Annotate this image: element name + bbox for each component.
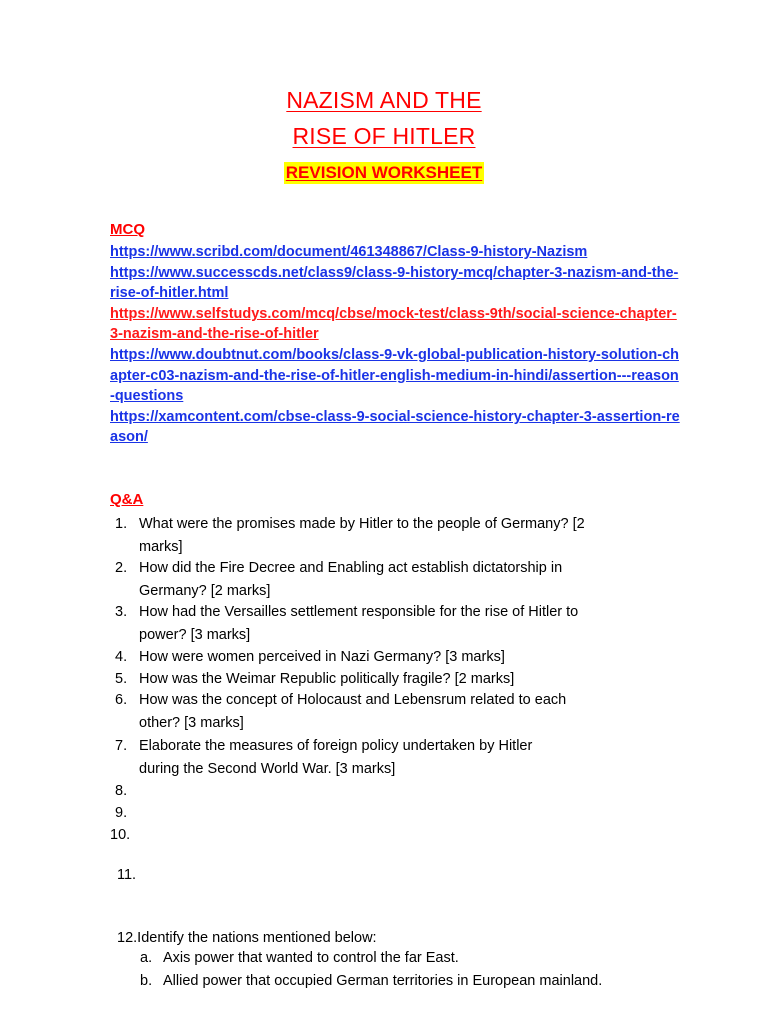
link-successcds[interactable]: https://www.successcds.net/class9/class-9-history-mcq/chapter-3-nazism-and-the-rise-of-hitler.html bbox=[110, 264, 679, 302]
subtitle-wrap bbox=[0, 162, 768, 184]
sub-question-letter: a. bbox=[140, 950, 153, 966]
question-text: How were women perceived in Nazi Germany? [3 marks] bbox=[139, 649, 505, 665]
subtitle-revision-worksheet: REVISION WORKSHEET bbox=[285, 163, 483, 182]
qa-heading: Q&A bbox=[110, 491, 144, 508]
question-text: Identify the nations mentioned below: bbox=[137, 930, 377, 946]
question-number: 6. bbox=[115, 692, 128, 708]
question-line: marks] bbox=[139, 538, 183, 555]
question-number: 5. bbox=[115, 671, 128, 687]
question-text bbox=[139, 601, 659, 646]
sub-question-text: Allied power that occupied German territories in European mainland. bbox=[163, 973, 603, 989]
question-number: 11. bbox=[117, 867, 137, 883]
sub-question-text: Axis power that wanted to control the far East. bbox=[163, 950, 459, 966]
sub-question-letter: b. bbox=[140, 973, 153, 989]
link-selfstudys[interactable]: https://www.selfstudys.com/mcq/cbse/mock-test/class-9th/social-science-chapter-3-nazism-and-the-rise-of-hitler bbox=[110, 305, 677, 343]
question-number: 4. bbox=[115, 649, 128, 665]
question-line: Germany? [2 marks] bbox=[139, 582, 271, 599]
question-line: How had the Versailles settlement responsible for the rise of Hitler to bbox=[139, 604, 579, 620]
question-line: How did the Fire Decree and Enabling act establish dictatorship in bbox=[139, 560, 563, 576]
question-number: 9. bbox=[115, 805, 128, 821]
question-text bbox=[139, 735, 659, 780]
link-doubtnut[interactable]: https://www.doubtnut.com/books/class-9-vk-global-publication-history-solution-chapter-c03-nazism-and-the-rise-of-hitler-english-medium-in-hindi/assertion---reason-questions bbox=[110, 346, 679, 405]
question-number: 1. bbox=[115, 516, 128, 532]
question-number: 12. bbox=[117, 930, 138, 946]
question-line: during the Second World War. [3 marks] bbox=[139, 760, 396, 777]
mcq-link-list bbox=[110, 242, 680, 448]
question-line: other? [3 marks] bbox=[139, 714, 244, 731]
question-line: What were the promises made by Hitler to the people of Germany? [2 bbox=[139, 516, 585, 532]
link-xamcontent[interactable]: https://xamcontent.com/cbse-class-9-social-science-history-chapter-3-assertion-reason/ bbox=[110, 408, 680, 446]
question-number: 3. bbox=[115, 604, 128, 620]
title-line-2: RISE OF HITLER bbox=[292, 123, 476, 149]
question-number: 10. bbox=[110, 827, 131, 843]
question-12 bbox=[117, 930, 377, 946]
question-text bbox=[139, 513, 659, 558]
question-line: power? [3 marks] bbox=[139, 626, 251, 643]
question-text: How was the Weimar Republic politically fragile? [2 marks] bbox=[139, 671, 515, 687]
question-number: 2. bbox=[115, 560, 128, 576]
mcq-heading: MCQ bbox=[110, 221, 145, 238]
title-line-1: NAZISM AND THE bbox=[286, 87, 482, 113]
question-text bbox=[139, 557, 659, 602]
link-scribd[interactable]: https://www.scribd.com/document/461348867/Class-9-history-Nazism bbox=[110, 244, 588, 260]
question-text bbox=[139, 689, 659, 734]
question-line: How was the concept of Holocaust and Lebensrum related to each bbox=[139, 692, 567, 708]
question-number: 7. bbox=[115, 738, 128, 754]
question-number: 8. bbox=[115, 783, 128, 799]
question-line: Elaborate the measures of foreign policy undertaken by Hitler bbox=[139, 738, 533, 754]
